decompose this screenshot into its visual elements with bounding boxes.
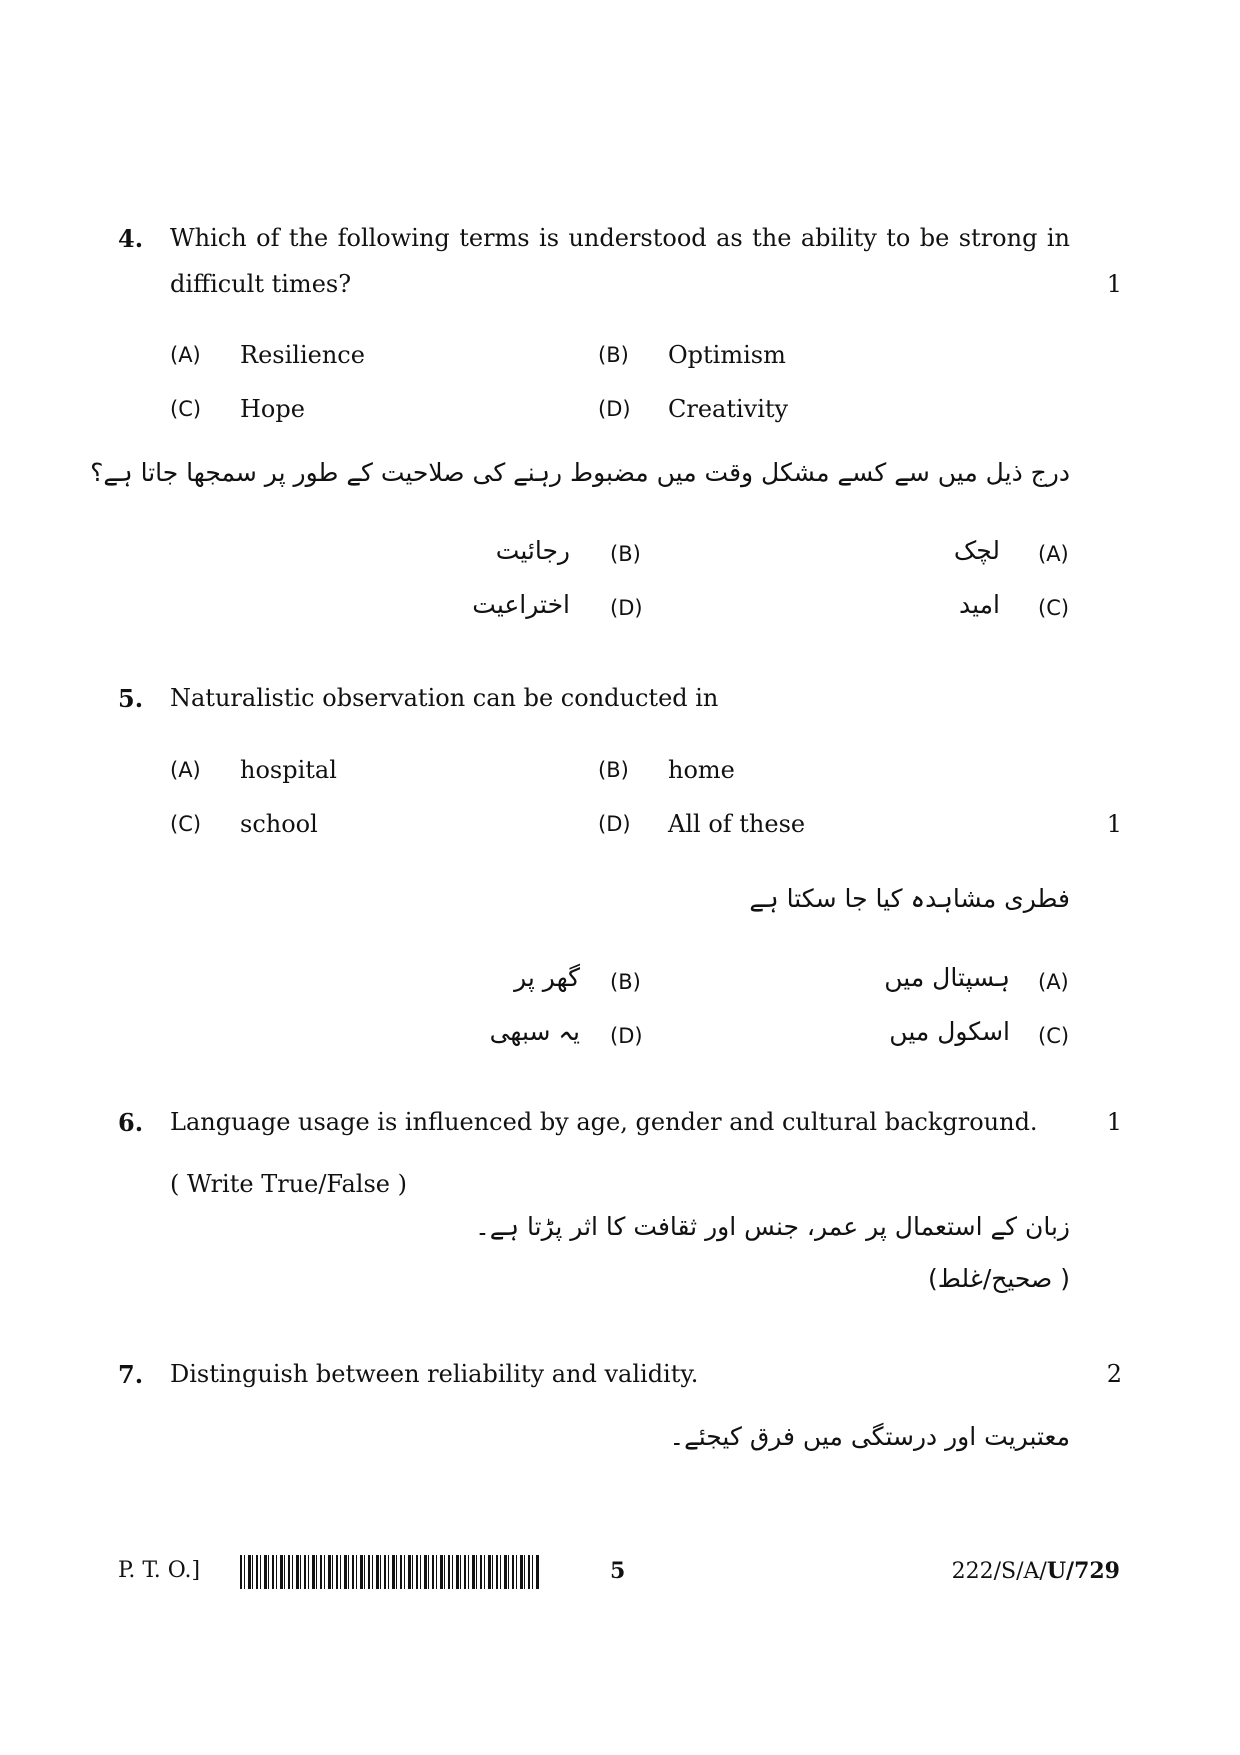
- footer-code-prefix: 222/S/A/: [951, 1559, 1047, 1584]
- q5-option-c-letter: (C): [170, 812, 202, 836]
- question-6-text: Language usage is influenced by age, gender and cultural background.: [170, 1108, 1038, 1136]
- q5-option-d-text: All of these: [668, 810, 806, 838]
- q5-option-b-letter: (B): [598, 758, 629, 782]
- q4-urdu-option-c-text: امید: [958, 590, 1000, 619]
- q4-option-b-letter: (B): [598, 343, 629, 367]
- question-4-text-line1: Which of the following terms is understood as the ability to be strong in: [170, 224, 1070, 252]
- q5-urdu-option-d-text: یہ سبھی: [489, 1017, 580, 1046]
- question-5-text: Naturalistic observation can be conducted in: [170, 684, 719, 712]
- q5-option-d-letter: (D): [598, 812, 631, 836]
- question-7-marks: 2: [1106, 1360, 1122, 1388]
- q5-urdu-option-a-text: ہسپتال میں: [884, 963, 1010, 992]
- q5-urdu-option-c-text: اسکول میں: [889, 1017, 1010, 1046]
- q5-urdu-question: فطری مشاہدہ کیا جا سکتا ہے: [749, 884, 1070, 913]
- q7-urdu-question: معتبریت اور درستگی میں فرق کیجئے۔: [669, 1422, 1070, 1451]
- q4-urdu-option-a-text: لچک: [953, 536, 1000, 565]
- question-6-number: 6.: [118, 1108, 144, 1137]
- q5-urdu-option-b-text: گھر پر: [514, 963, 580, 992]
- q4-option-d-letter: (D): [598, 397, 631, 421]
- barcode-icon: [240, 1555, 540, 1589]
- footer-page-number: 5: [610, 1558, 626, 1584]
- q4-urdu-option-b-text: رجائیت: [495, 536, 570, 565]
- q4-option-a-letter: (A): [170, 343, 201, 367]
- q4-urdu-question: درج ذیل میں سے کسے مشکل وقت میں مضبوط رہنے کی صلاحیت کے طور پر سمجھا جاتا ہے؟: [90, 458, 1070, 487]
- q5-urdu-option-c-letter: (C): [1038, 1024, 1070, 1048]
- question-5-marks: 1: [1106, 810, 1122, 838]
- q4-urdu-option-a-letter: (A): [1038, 542, 1069, 566]
- q5-option-a-text: hospital: [240, 756, 337, 784]
- footer-code-suffix: /729: [1066, 1558, 1120, 1584]
- question-6-marks: 1: [1106, 1108, 1122, 1136]
- q5-urdu-option-b-letter: (B): [610, 970, 641, 994]
- q4-urdu-option-b-letter: (B): [610, 542, 641, 566]
- question-7-number: 7.: [118, 1360, 144, 1389]
- q6-urdu-instruction: ( صحیح/غلط): [927, 1264, 1070, 1293]
- q6-urdu-question: زبان کے استعمال پر عمر، جنس اور ثقافت کا اثر پڑتا ہے۔: [475, 1212, 1070, 1241]
- q5-option-a-letter: (A): [170, 758, 201, 782]
- footer-code-bold: U: [1046, 1558, 1067, 1584]
- q5-urdu-option-a-letter: (A): [1038, 970, 1069, 994]
- q5-option-b-text: home: [668, 756, 735, 784]
- q4-option-d-text: Creativity: [668, 395, 789, 423]
- q4-option-c-text: Hope: [240, 395, 305, 423]
- question-4-number: 4.: [118, 224, 144, 253]
- footer-pto: P. T. O.]: [118, 1558, 201, 1583]
- q4-option-c-letter: (C): [170, 397, 202, 421]
- question-4-marks: 1: [1106, 270, 1122, 298]
- question-5-number: 5.: [118, 684, 144, 713]
- footer-paper-code: [920, 1558, 1120, 1584]
- q4-urdu-option-c-letter: (C): [1038, 596, 1070, 620]
- q5-option-c-text: school: [240, 810, 318, 838]
- question-6-instruction: ( Write True/False ): [170, 1170, 407, 1198]
- q4-urdu-option-d-text: اختراعیت: [472, 590, 570, 619]
- q4-urdu-option-d-letter: (D): [610, 596, 643, 620]
- question-4-text-line2: difficult times?: [170, 270, 352, 298]
- question-7-text: Distinguish between reliability and validity.: [170, 1360, 699, 1388]
- q5-urdu-option-d-letter: (D): [610, 1024, 643, 1048]
- q4-option-b-text: Optimism: [668, 341, 786, 369]
- q4-option-a-text: Resilience: [240, 341, 365, 369]
